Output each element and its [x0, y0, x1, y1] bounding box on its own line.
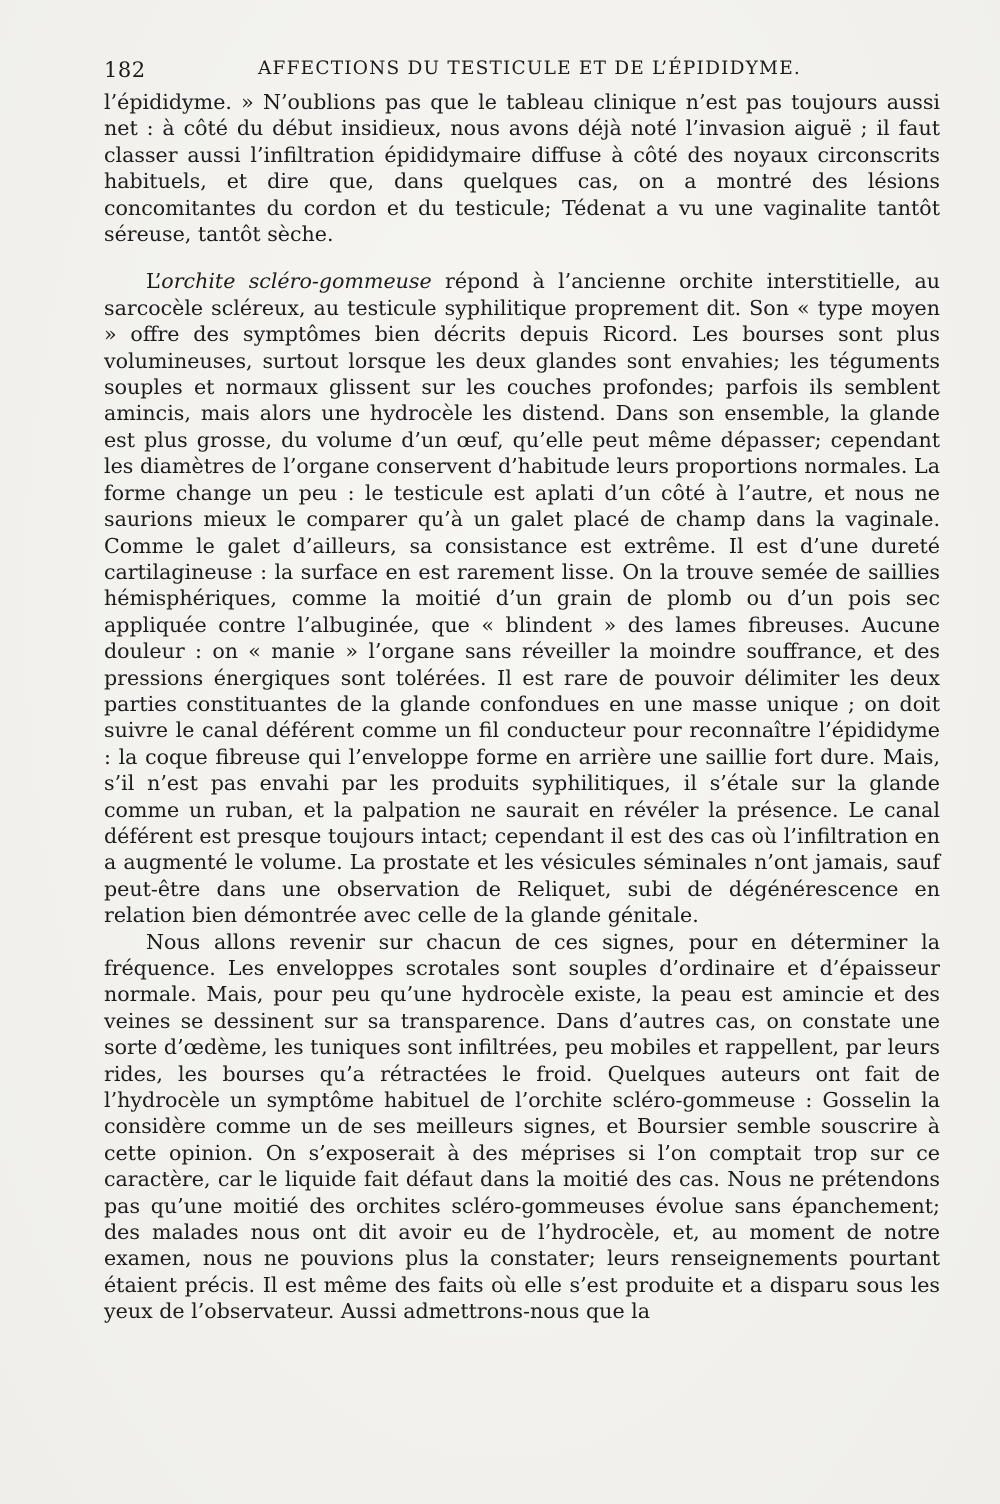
paragraph-3: Nous allons revenir sur chacun de ces signes, pour en déterminer la fréquence. Les enveloppes scrotales sont souples d’ordinaire et d’épaisseur normale. Mais, pour peu qu’une hydrocèle existe, la peau est amincie et des veines se dessinent sur sa transparence. Dans d’autres cas, on constate une sorte d’œdème, les tuniques sont infiltrées, peu mobiles et rappellent, par leurs rides, les bourses qu’a rétractées le froid. Quelques auteurs ont fait de l’hydrocèle un symptôme habituel de l’orchite scléro-gommeuse : Gosselin la considère comme un de ses meilleurs signes, et Boursier semble souscrire à cette opinion. On s’exposerait à des méprises si l’on comptait trop sur ce caractère, car le liquide fait défaut dans la moitié des cas. Nous ne prétendons pas qu’une moitié des orchites scléro-gommeuses évolue sans épanchement; des malades nous ont dit avoir eu de l’hydrocèle, et, au moment de notre examen, nous ne pouvions plus la constater; leurs renseignements pourtant étaient précis. Il est même des faits où elle s’est produite et a disparu sous les yeux de l’observateur. Aussi admettrons-nous que la [104, 929, 940, 1324]
paragraph-2-text: répond à l’ancienne orchite interstitielle, au sarcocèle scléreux, au testicule syphilitique proprement dit. Son « type moyen » offre des symptômes bien décrits depuis Ricord. Les bourses sont plus volumineuses, surtout lorsque les deux glandes sont envahies; les téguments souples et normaux glissent sur les couches profondes; parfois ils semblent amincis, mais alors une hydrocèle les distend. Dans son ensemble, la glande est plus grosse, du volume d’un œuf, qu’elle peut même dépasser; cependant les diamètres de l’organe conservent d’habitude leurs proportions normales. La forme change un peu : le testicule est aplati d’un côté à l’autre, et nous ne saurions mieux le comparer qu’à un galet placé de champ dans la vaginale. Comme le galet d’ailleurs, sa consistance est extrême. Il est d’une dureté cartilagineuse : la surface en est rarement lisse. On la trouve semée de saillies hémisphériques, comme la moitié d’un grain de plomb ou d’un pois sec appliquée contre l’albuginée, que « blindent » des lames fibreuses. Aucune douleur : on « manie » l’organe sans réveiller la moindre souffrance, et des pressions énergiques sont tolérées. Il est rare de pouvoir délimiter les deux parties constituantes de la glande confondues en une masse unique ; on doit suivre le canal déférent comme un fil conducteur pour reconnaître l’épididyme : la coque fibreuse qui l’enveloppe forme en arrière une saillie fort dure. Mais, s’il n’est pas envahi par les produits syphilitiques, il s’étale sur la glande comme un ruban, et la palpation ne saurait en révéler la présence. Le canal déférent est presque toujours intact; cependant il est des cas où l’infiltration en a augmenté le volume. La prostate et les vésicules séminales n’ont jamais, sauf peut-être dans une observation de Reliquet, subi de dégénérescence en relation bien démontrée avec celle de la glande génitale. [104, 269, 941, 928]
paragraph-2-italic-term: orchite scléro-gommeuse [161, 269, 432, 294]
page-header [104, 58, 940, 88]
running-head: AFFECTIONS DU TESTICULE ET DE L’ÉPIDIDYME. [258, 58, 801, 79]
paragraph-2 [104, 268, 940, 928]
paragraph-2-lead: L’ [146, 269, 162, 294]
page-number: 182 [104, 58, 146, 82]
paragraph-1: l’épididyme. » N’oublions pas que le tableau clinique n’est pas toujours aussi net : à côté du début insidieux, nous avons déjà noté l’invasion aiguë ; il faut classer aussi l’infiltration épididymaire diffuse à côté des noyaux circonscrits habituels, et dire que, dans quelques cas, on a montré des lésions concomitantes du cordon et du testicule; Tédenat a vu une vaginalite tantôt séreuse, tantôt sèche. [104, 90, 940, 247]
body-text [104, 89, 940, 1325]
